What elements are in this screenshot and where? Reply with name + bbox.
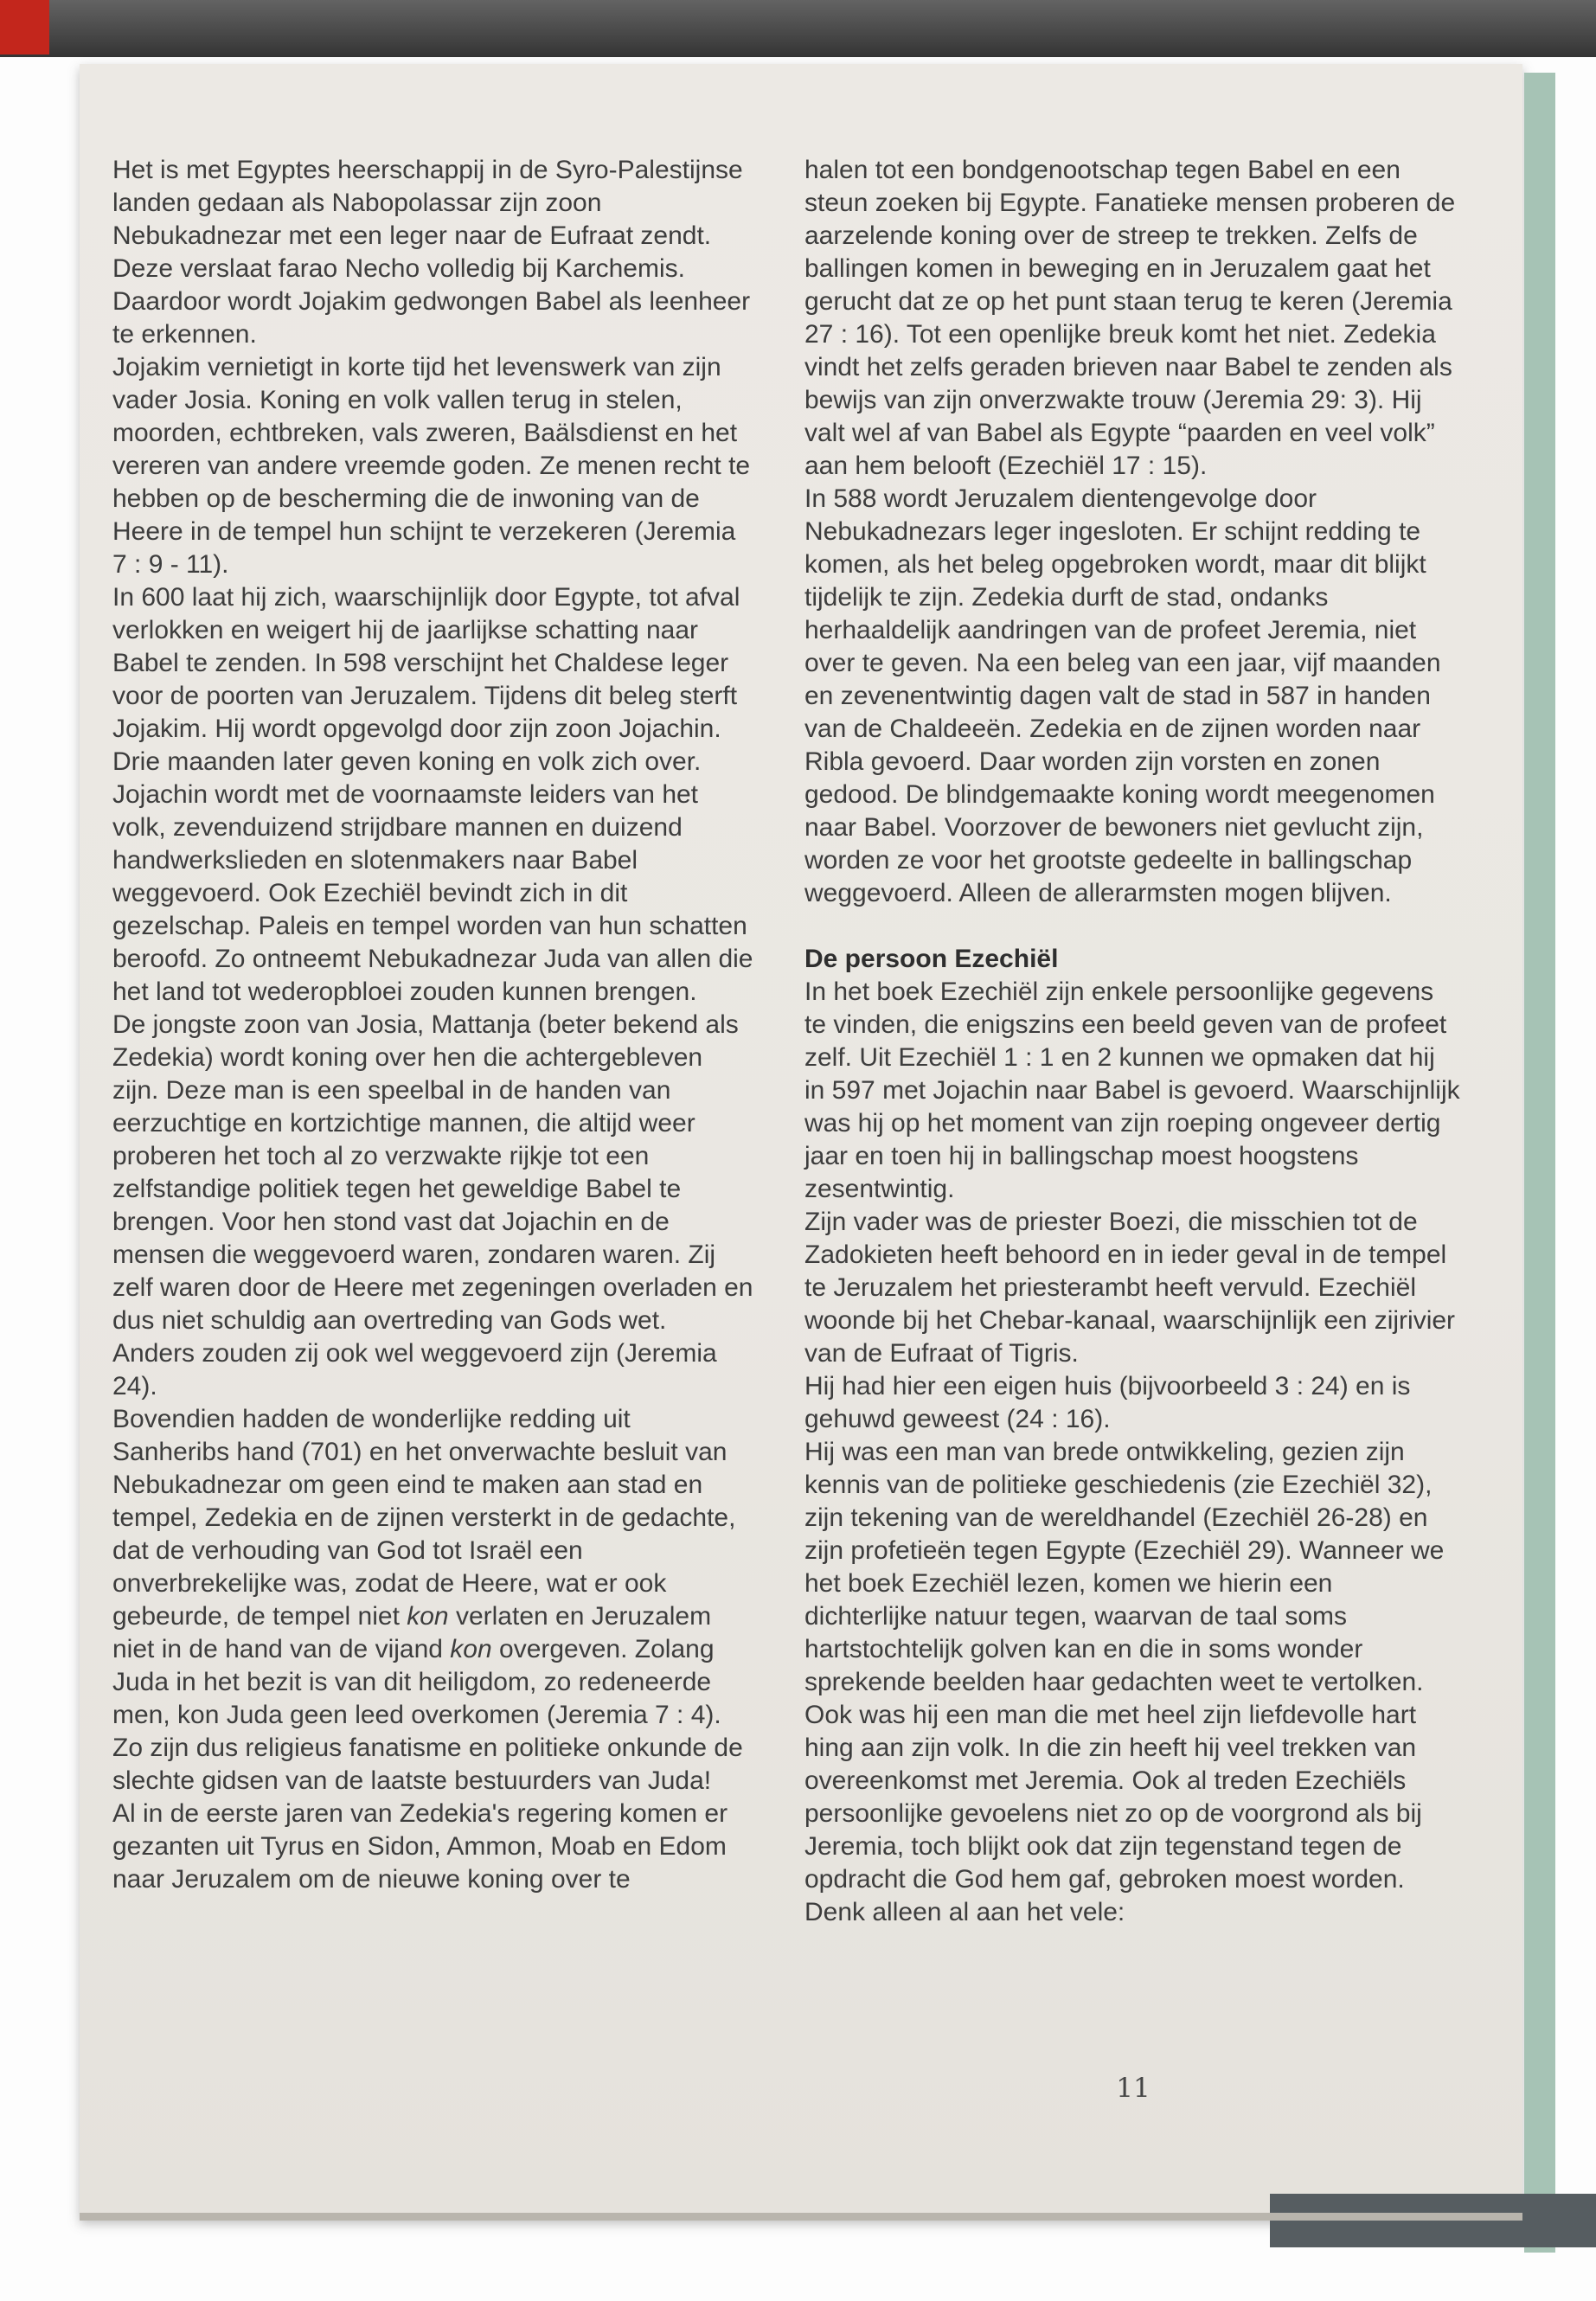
paragraph: Jojakim vernietigt in korte tijd het levenswerk van zijn vader Josia. Koning en volk vallen terug in stelen, moorden, echtbreken, vals zweren, Baälsdienst en het vereren van andere vreemde goden. Ze menen recht te hebben op de bescherming die de inwoning van de Heere in de tempel hun schijnt te verzekeren (Jeremia 7 : 9 - 11).	[112, 353, 751, 579]
paragraph: In het boek Ezechiël zijn enkele persoonlijke gegevens te vinden, die enigszins een beeld geven van de profeet zelf. Uit Ezechiël 1 : 1 en 2 kunnen we opmaken dat hij in 597 met Jojachin naar Babel is gevoerd. Waarschijnlijk was hij op het moment van zijn roeping ongeveer dertig jaar en toen hij in ballingschap moest hoogstens zesentwintig.	[804, 977, 1460, 1203]
page-bottom-edge-shadow	[80, 2213, 1522, 2221]
book-page	[80, 64, 1522, 2220]
paragraph: Bovendien hadden de wonderlijke redding uit Sanheribs hand (701) en het onverwachte besluit van Nebukadnezar om geen eind te maken aan stad en tempel, Zedekia en de zijnen versterkt in de gedachte, dat de verhouding van God tot Israël een onverbrekelijke was, zodat de Heere, wat er ook gebeurde, de tempel niet kon verlaten en Jeruzalem niet in de hand van de vijand kon overgeven. Zolang Juda in het bezit is van dit heiligdom, zo redeneerde men, kon Juda geen leed overkomen (Jeremia 7 : 4).	[112, 1405, 736, 1729]
paragraph: Al in de eerste jaren van Zedekia's regering komen er gezanten uit Tyrus en Sidon, Ammon, Moab en Edom naar Jeruzalem om de nieuwe koning over te	[112, 1799, 728, 1894]
scan-top-band	[0, 0, 1596, 57]
paragraph: In 588 wordt Jeruzalem dientengevolge door Nebukadnezars leger ingesloten. Er schijnt redding te komen, als het beleg opgebroken wordt, maar dit blijkt tijdelijk te zijn. Zedekia durft de stad, ondanks herhaaldelijk aandringen van de profeet Jeremia, niet over te geven. Na een beleg van een jaar, vijf maanden en zevenentwintig dagen valt de stad in 587 in handen van de Chaldeeën. Zedekia en de zijnen worden naar Ribla gevoerd. Daar worden zijn vorsten en zonen gedood. De blindgemaakte koning wordt meegenomen naar Babel. Voorzover de bewoners niet gevlucht zijn, worden ze voor het grootste gedeelte in ballingschap weggevoerd. Alleen de allerarmsten mogen blijven.	[804, 484, 1441, 907]
paragraph: In 600 laat hij zich, waarschijnlijk door Egypte, tot afval verlokken en weigert hij de jaarlijkse schatting naar Babel te zenden. In 598 verschijnt het Chaldese leger voor de poorten van Jeruzalem. Tijdens dit beleg sterft Jojakim. Hij wordt opgevolgd door zijn zoon Jojachin. Drie maanden later geven koning en volk zich over. Jojachin wordt met de voornaamste leiders van het volk, zevenduizend strijdbare mannen en duizend handwerkslieden en slotenmakers naar Babel weggevoerd. Ook Ezechiël bevindt zich in dit gezelschap. Paleis en tempel worden van hun schatten beroofd. Zo ontneemt Nebukadnezar Juda van allen die het land tot wederopbloei zouden kunnen brengen.	[112, 583, 753, 1006]
paragraph: Zijn vader was de priester Boezi, die misschien tot de Zadokieten heeft behoord en in ieder geval in de tempel te Jeruzalem het priesterambt heeft vervuld. Ezechiël woonde bij het Chebar-kanaal, waarschijnlijk een zijrivier van de Eufraat of Tigris.	[804, 1208, 1456, 1368]
text-column-left	[112, 154, 754, 1896]
scan-shadow-band	[1270, 2194, 1596, 2247]
section-heading: De persoon Ezechiël	[804, 945, 1059, 973]
book-cover-edge	[1524, 73, 1555, 2253]
page-number: 11	[1116, 2073, 1151, 2104]
paragraph: Hij had hier een eigen huis (bijvoorbeeld 3 : 24) en is gehuwd geweest (24 : 16).	[804, 1372, 1411, 1433]
paragraph: De jongste zoon van Josia, Mattanja (beter bekend als Zedekia) wordt koning over hen die achtergebleven zijn. Deze man is een speelbal in de handen van eerzuchtige en kortzichtige mannen, die altijd weer proberen het toch al zo verzwakte rijkje tot een zelfstandige politiek tegen het geweldige Babel te brengen. Voor hen stond vast dat Jojachin en de mensen die weggevoerd waren, zondaren waren. Zij zelf waren door de Heere met zegeningen overladen en dus niet schuldig aan overtreding van Gods wet. Anders zouden zij ook wel weggevoerd zijn (Jeremia 24).	[112, 1010, 753, 1400]
paragraph: Het is met Egyptes heerschappij in de Syro-Palestijnse landen gedaan als Nabopolassar zijn zoon Nebukadnezar met een leger naar de Eufraat zendt. Deze verslaat farao Necho volledig bij Karchemis. Daardoor wordt Jojakim gedwongen Babel als leenheer te erkennen.	[112, 156, 751, 349]
text-column-right	[804, 154, 1462, 1929]
paragraph: halen tot een bondgenootschap tegen Babel en een steun zoeken bij Egypte. Fanatieke mensen proberen de aarzelende koning over de streep te trekken. Zelfs de ballingen komen in beweging en in Jeruzalem gaat het gerucht dat ze op het punt staan terug te keren (Jeremia 27 : 16). Tot een openlijke breuk komt het niet. Zedekia vindt het zelfs geraden brieven naar Babel te zenden als bewijs van zijn onverzwakte trouw (Jeremia 29: 3). Hij valt wel af van Babel als Egypte “paarden en veel volk” aan hem belooft (Ezechiël 17 : 15).	[804, 156, 1456, 480]
red-corner-block	[0, 0, 49, 54]
paragraph: Hij was een man van brede ontwikkeling, gezien zijn kennis van de politieke geschiedenis (zie Ezechiël 32), zijn tekening van de wereldhandel (Ezechiël 26-28) en zijn profetieën tegen Egypte (Ezechiël 29). Wanneer we het boek Ezechiël lezen, komen we hierin een dichterlijke natuur tegen, waarvan de taal soms hartstochtelijk golven kan en die in soms wonder sprekende beelden haar gedachten weet te vertolken. Ook was hij een man die met heel zijn liefdevolle hart hing aan zijn volk. In die zin heeft hij veel trekken van overeenkomst met Jeremia. Ook al treden Ezechiëls persoonlijke gevoelens niet zo op de voorgrond als bij Jeremia, toch blijkt ook dat zijn tegenstand tegen de opdracht die God hem gaf, gebroken moest worden. Denk alleen al aan het vele:	[804, 1438, 1445, 1926]
paragraph: Zo zijn dus religieus fanatisme en politieke onkunde de slechte gidsen van de laatste bestuurders van Juda!	[112, 1734, 743, 1795]
